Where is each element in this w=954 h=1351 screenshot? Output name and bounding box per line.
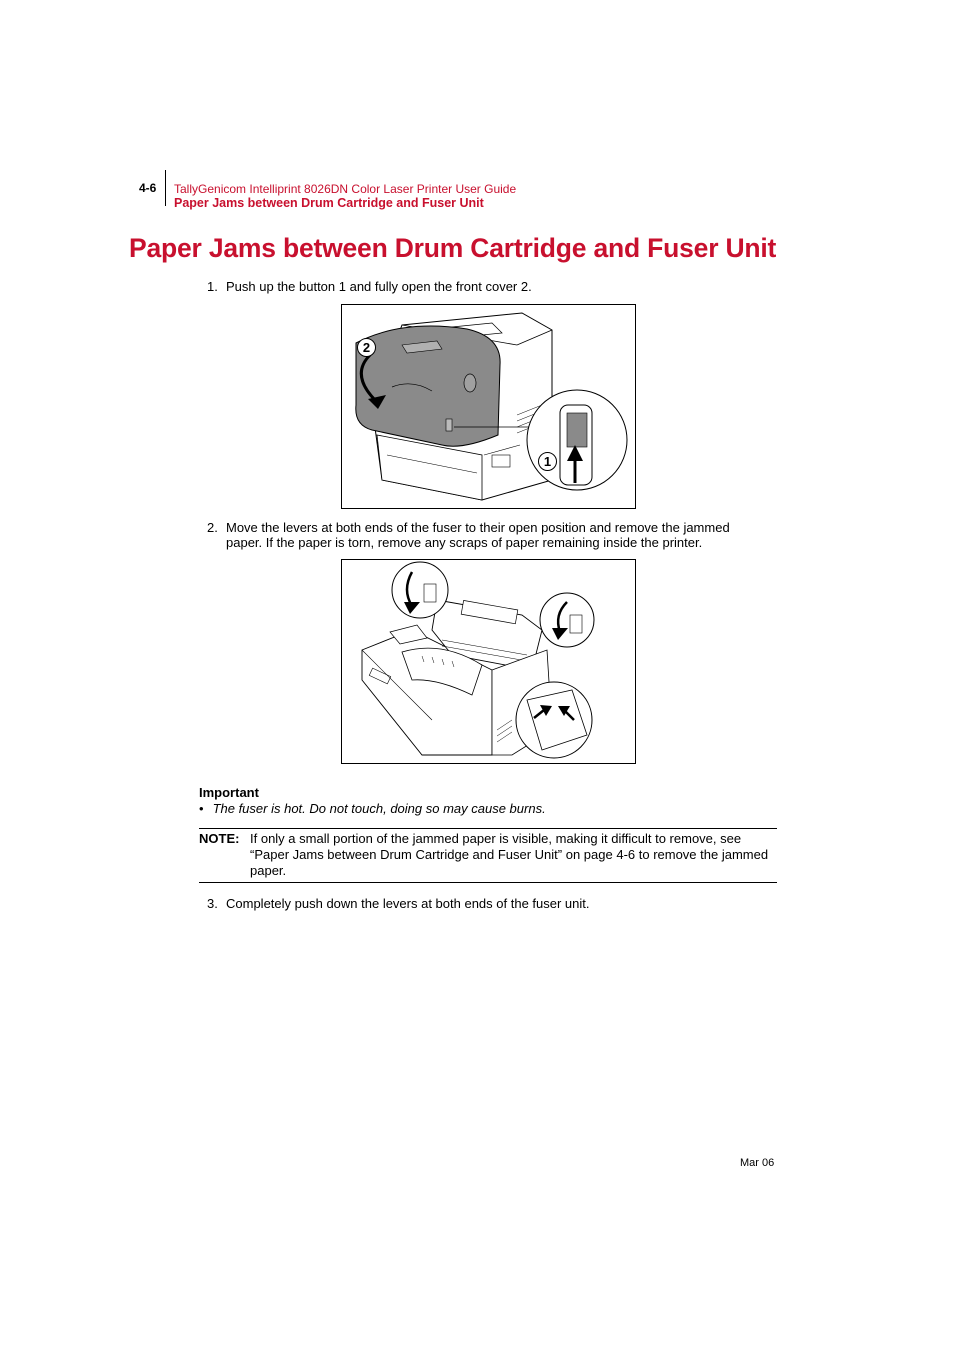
printer-front-cover-illustration [342, 305, 635, 508]
callout-2: 2 [357, 338, 376, 357]
bullet: • [199, 801, 204, 816]
step-3 [207, 896, 767, 912]
section-title: Paper Jams between Drum Cartridge and Fuser Unit [174, 196, 484, 210]
step-text: Completely push down the levers at both ends of the fuser unit. [226, 896, 590, 911]
footer-date: Mar 06 [740, 1157, 775, 1169]
step-number: 2. [207, 520, 218, 535]
step-text-line-2: paper. If the paper is torn, remove any scraps of paper remaining inside the printer. [226, 535, 703, 550]
guide-title: TallyGenicom Intelliprint 8026DN Color Laser Printer User Guide [174, 182, 517, 196]
page-number: 4-6 [139, 181, 157, 195]
step-2 [207, 520, 777, 552]
step-number: 1. [207, 279, 218, 294]
note-top-rule [199, 828, 777, 829]
note-bottom-rule [199, 882, 777, 883]
figure-open-front-cover [341, 304, 636, 509]
note-label: NOTE: [199, 831, 240, 846]
step-text: Push up the button 1 and fully open the front cover 2. [226, 279, 532, 294]
header-divider [165, 170, 166, 206]
important-heading: Important [199, 785, 259, 800]
step-number: 3. [207, 896, 218, 911]
page-title: Paper Jams between Drum Cartridge and Fuser Unit [129, 233, 777, 263]
important-item [199, 801, 546, 816]
figure-fuser-levers [341, 559, 636, 764]
fuser-lever-illustration [342, 560, 635, 763]
callout-1: 1 [538, 452, 557, 471]
step-text-line-1: Move the levers at both ends of the fuser to their open position and remove the jammed [226, 520, 730, 535]
important-text: The fuser is hot. Do not touch, doing so may cause burns. [212, 801, 546, 816]
note-text: If only a small portion of the jammed paper is visible, making it difficult to remove, see “Paper Jams between Drum Cartridge and Fuser Unit” on page 4-6 to remove the jammed paper. [250, 831, 769, 878]
step-1 [207, 279, 767, 295]
